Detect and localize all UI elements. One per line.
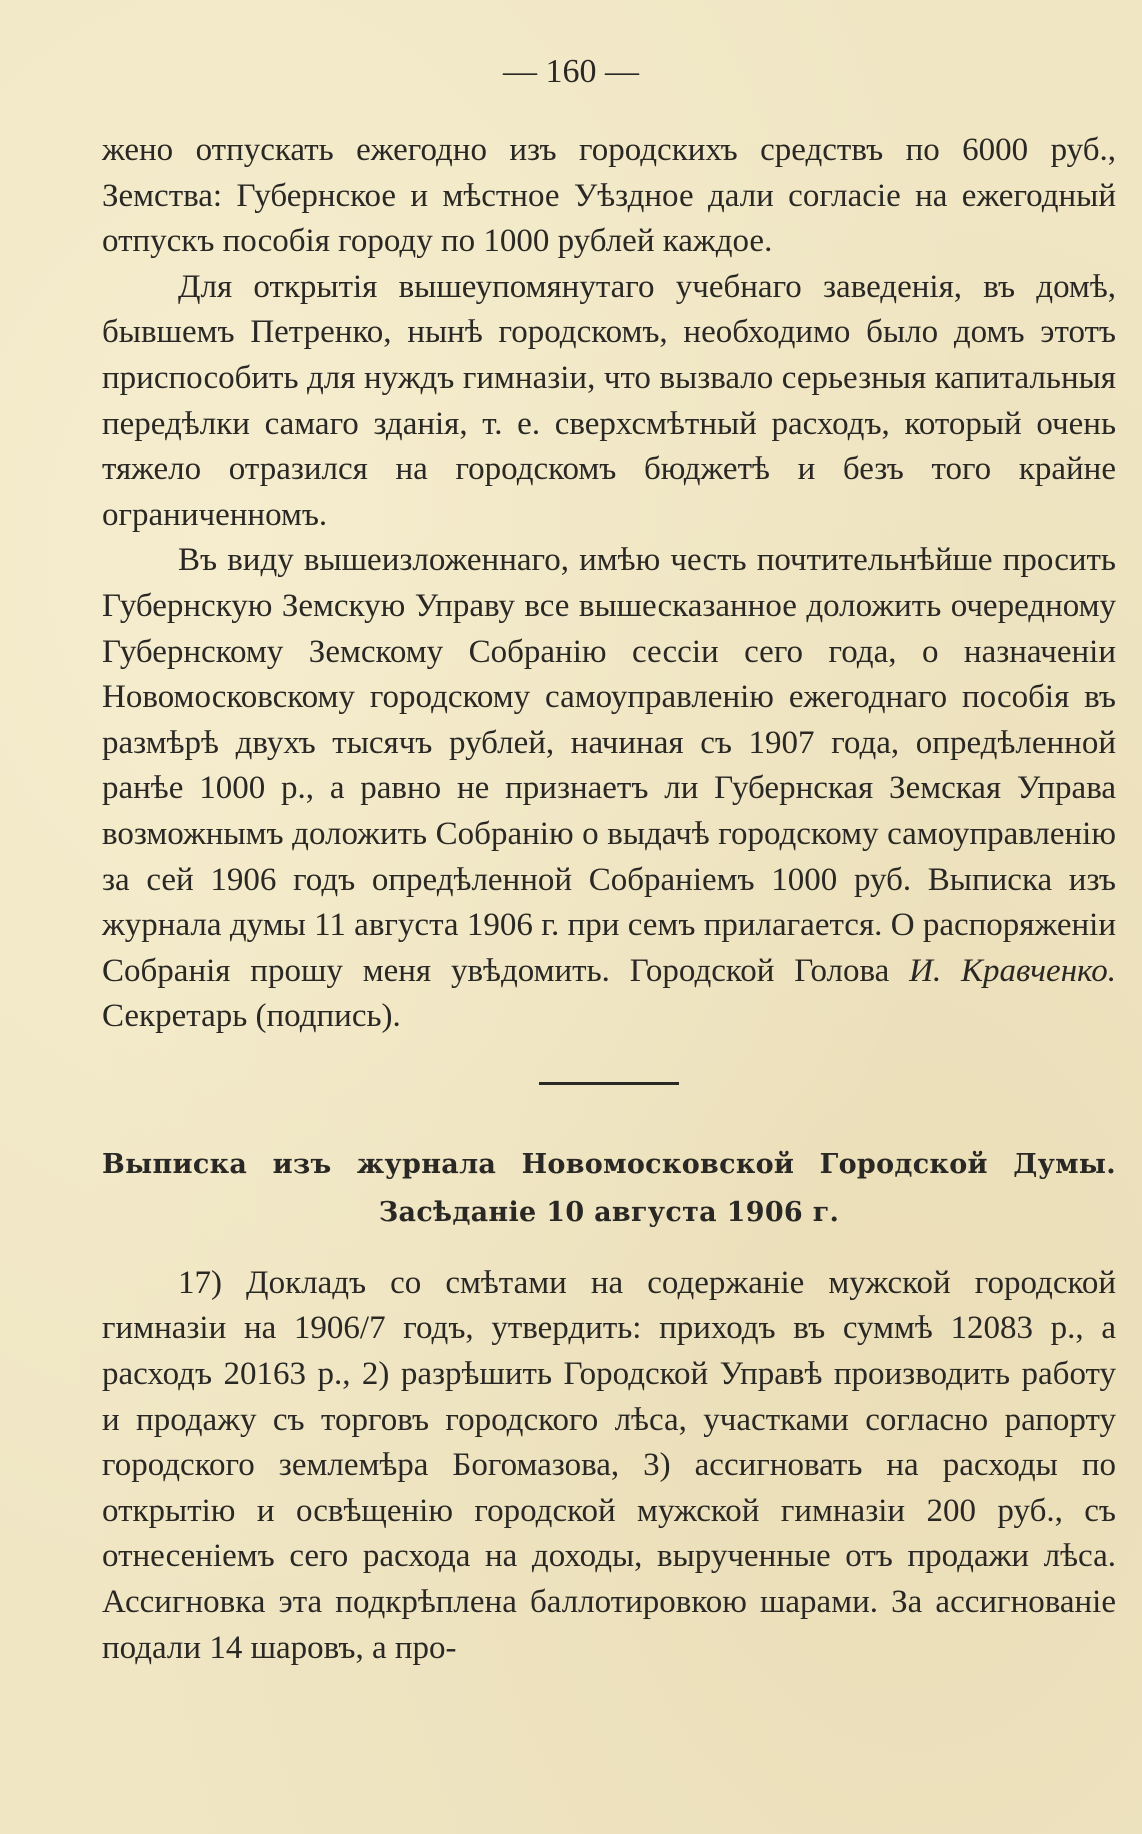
section-heading-title: Выписка изъ журнала Новомосковской Городской Думы. <box>102 1148 1116 1180</box>
paragraph-request <box>102 538 1116 1040</box>
page-content <box>102 128 1116 1671</box>
section-body: 17) Докладъ со смѣтами на содержаніе мужской городской гимназіи на 1906/7 годъ, утвердить: приходъ въ суммѣ 12083 р., а расходъ 20163 р., 2) разрѣшить Городской Управѣ производить работу и продажу съ торговъ городского лѣса, участками согласно рапорту городского землемѣра Богомазова, 3) ассигновать на расходы по открытію и освѣщенію городской мужской гимназіи 200 руб., съ отнесеніемъ сего расхода на доходы, вырученные отъ продажи лѣса. Ассигновка эта подкрѣплена баллотировкою шарами. За ассигнованіе подали 14 шаровъ, а про- <box>102 1264 1116 1666</box>
section-heading <box>102 1141 1116 1237</box>
page-number: — 160 — <box>503 53 639 90</box>
request-text: Въ виду вышеизложеннаго, имѣю честь почтительнѣйше просить Губернскую Земскую Управу все вышесказанное доложить очередному Губернскому Земскому Собранію сессіи сего года, о назначеніи Новомосковскому городскому самоуправленію ежегоднаго пособія въ размѣрѣ двухъ тысячъ рублей, начиная съ 1907 года, опредѣленной ранѣе 1000 р., а равно не признаетъ ли Губернская Земская Управа возможнымъ доложить Собранію о выдачѣ городскому самоуправленію за сей 1906 годъ опредѣленной Собраніемъ 1000 руб. Выписка изъ журнала думы 11 августа 1906 г. при семъ прилагается. О распоряженіи Собранія прошу меня увѣдомить. Городской Голова <box>102 542 1116 989</box>
request-text-end: Секретарь (подпись). <box>102 998 401 1035</box>
signature-name: И. Кравченко. <box>909 952 1116 989</box>
section-heading-date: Засѣданіе 10 августа 1906 г. <box>378 1196 840 1228</box>
paragraph-continuation: жено отпускать ежегодно изъ городскихъ средствъ по 6000 руб., Земства: Губернское и мѣстное Уѣздное дали согласіе на ежегодный отпускъ пособія городу по 1000 рублей каждое. <box>102 132 1116 260</box>
paragraph-building: Для открытія вышеупомянутаго учебнаго заведенія, въ домѣ, бывшемъ Петренко, нынѣ городскомъ, необходимо было домъ этотъ приспособить для нуждъ гимназіи, что вызвало серьезныя капитальныя передѣлки самаго зданія, т. е. сверхсмѣтный расходъ, который очень тяжело отразился на городскомъ бюджетѣ и безъ того крайне ограниченномъ. <box>102 268 1116 533</box>
section-divider <box>539 1082 679 1085</box>
